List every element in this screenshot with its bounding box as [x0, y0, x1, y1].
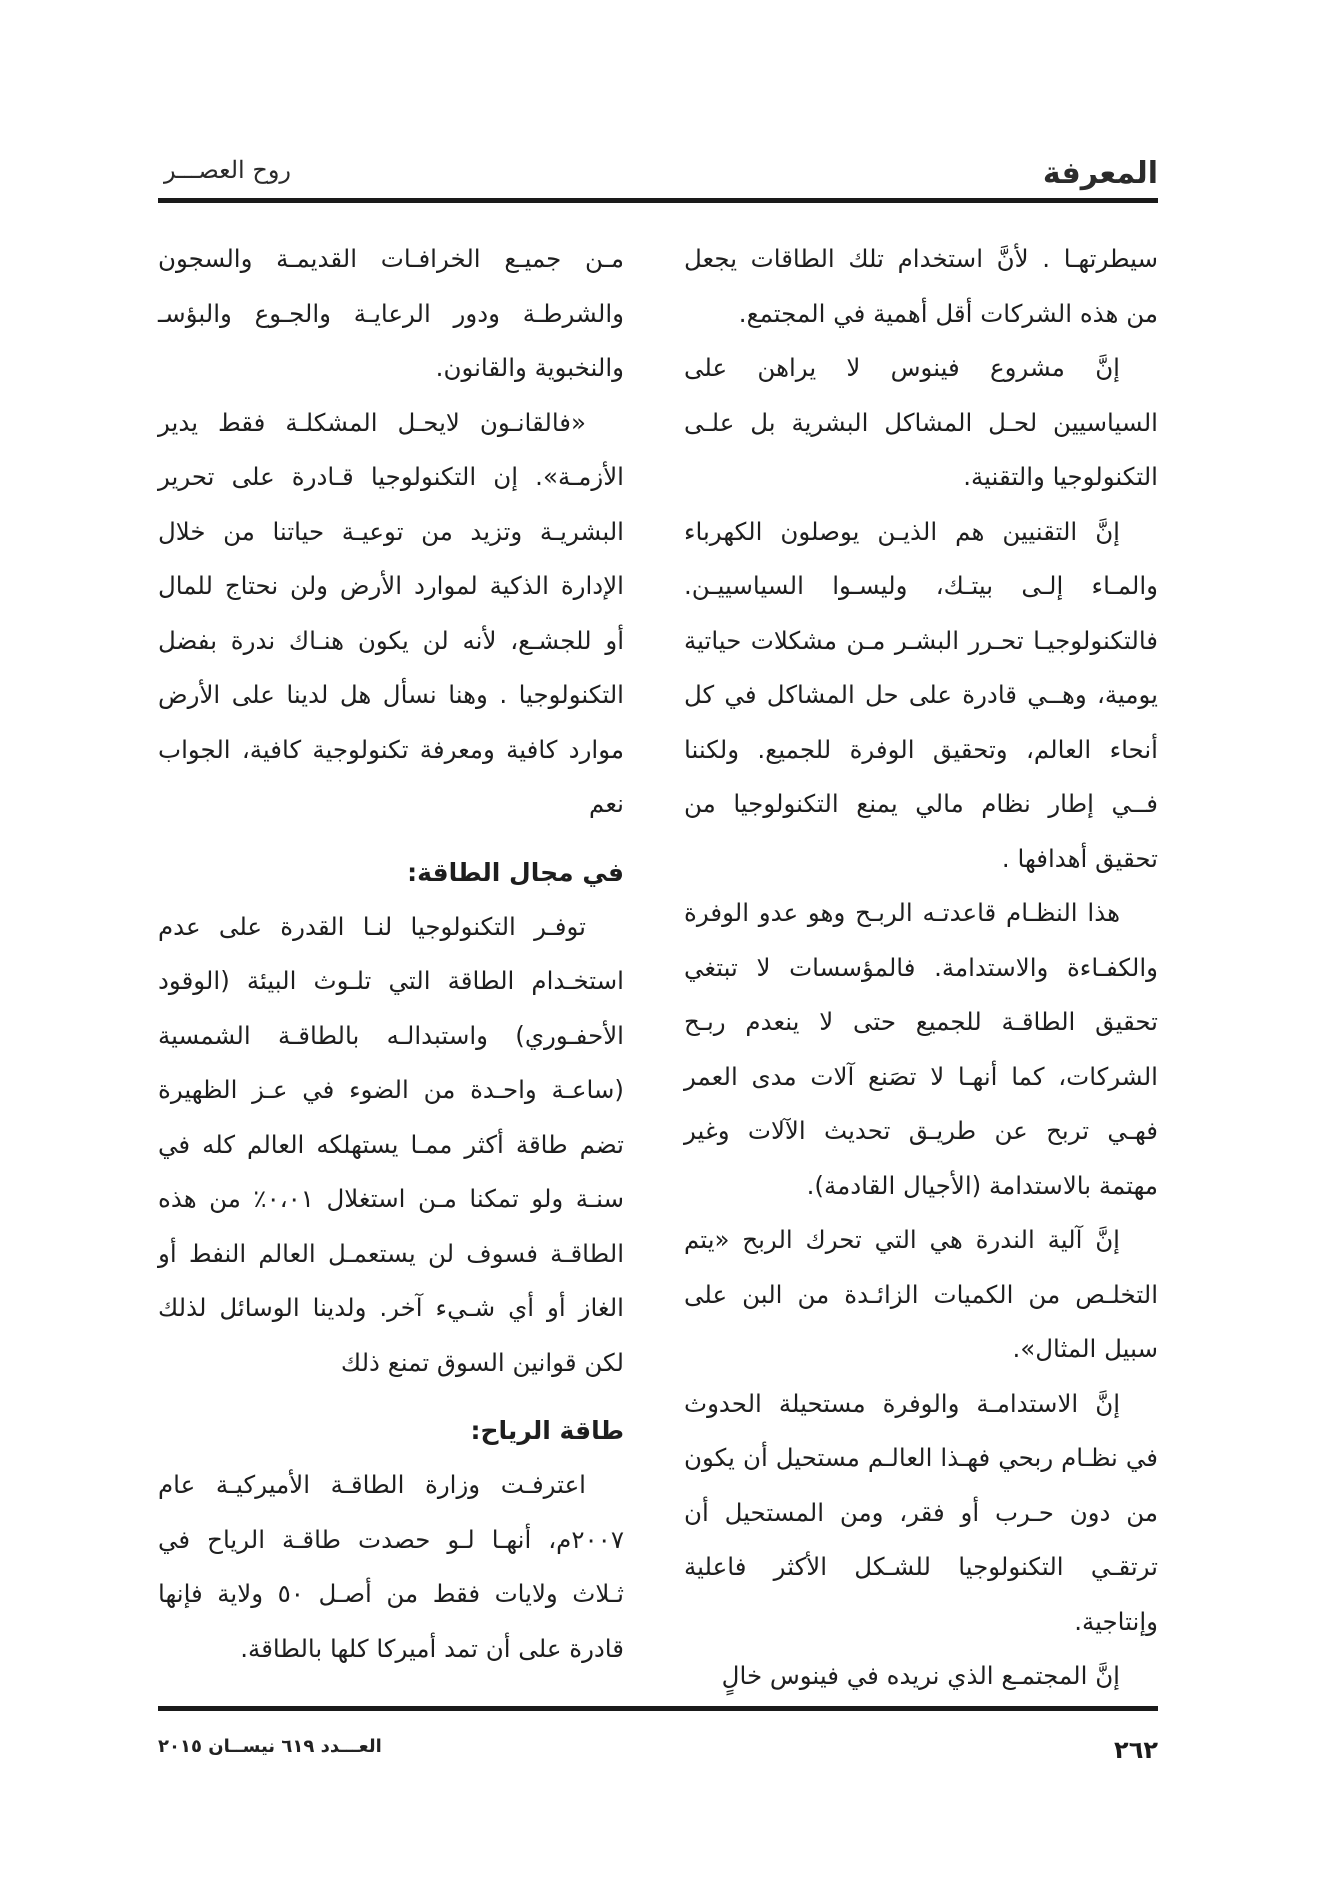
- paragraph: اعترفـت وزارة الطاقـة الأميركيـة عام ٢٠٠٧م، أنهـا لـو حصدت طاقـة الرياح في ثـلاث ولايات فقط من أصـل ٥٠ ولاية فإنها قادرة على أن تمد أميركا كلها بالطاقة.: [158, 1470, 624, 1663]
- paragraph: إنَّ الاستدامـة والوفرة مستحيلة الحدوث في نظـام ربحي فهـذا العالـم مستحيل أن يكون من دون حـرب أو فقر، ومن المستحيل أن ترتقـي التكنولوجيا للشـكل الأكثر فاعلية وإنتاجية.: [684, 1388, 1158, 1636]
- section-heading: في مجال الطاقة:: [407, 857, 624, 887]
- header-rule: [158, 198, 1158, 203]
- paragraph: إنَّ التقنيين هم الذيـن يوصلون الكهرباء والمـاء إلـى بيتـك، وليسـوا السياسييـن. فالتكنولوجيـا تحـرر البشـر مـن مشكلات حياتية يومية، وهــي قادرة على حل المشاكل في كل أنحاء العالم، وتحقيق الوفرة للجميع. ولكننا فــي إطار نظام مالي يمنع التكنولوجيا من تحقيق أهدافها .: [684, 516, 1158, 873]
- section-heading: طاقة الرياح:: [470, 1416, 624, 1445]
- paragraph: إنَّ آلية الندرة هي التي تحرك الربح «يتم التخلـص من الكميات الزائـدة من البن على سبيل المثال».: [684, 1225, 1158, 1363]
- paragraph: إنَّ مشروع فينوس لا يراهن على السياسيين لحـل المشاكل البشرية بل علـى التكنولوجيا والتقنية.: [684, 353, 1158, 491]
- left-column: [158, 232, 624, 1676]
- paragraph: سيطرتهـا . لأنَّ استخدام تلك الطاقات يجعل من هذه الشركات أقل أهمية في المجتمع.: [684, 244, 1158, 328]
- footer-rule: [158, 1706, 1158, 1711]
- page-header: [158, 150, 1158, 196]
- issue-info: العـــدد ٦١٩ نيســان ٢٠١٥: [158, 1736, 382, 1757]
- right-column: [684, 232, 1158, 1704]
- magazine-logo: المعرفة: [1042, 156, 1158, 191]
- paragraph: مـن جميـع الخرافـات القديمـة والسجون والشرطـة ودور الرعايـة والجـوع والبؤسـ والنخبوية والقانون.: [158, 244, 624, 382]
- section-title: روح العصـــر: [164, 156, 292, 184]
- paragraph: إنَّ المجتمـع الذي نريده في فينوس خالٍ: [721, 1661, 1120, 1690]
- page-footer: [158, 1736, 1158, 1776]
- paragraph: «فالقانـون لايحـل المشكلـة فقط يدير الأزمـة». إن التكنولوجيا قـادرة على تحرير البشريـة وتزيد من توعيـة حياتنا من خلال الإدارة الذكية لموارد الأرض ولن نحتاج للمال أو للجشـع، لأنه لن يكون هنـاك ندرة بفضل التكنولوجيا . وهنا نسأل هل لدينا على الأرض موارد كافية ومعرفة تكنولوجية كافية، الجواب نعم: [158, 407, 624, 818]
- paragraph: هذا النظـام قاعدتـه الربـح وهو عدو الوفرة والكفـاءة والاستدامة. فالمؤسسات لا تبتغي تحقيق الطاقـة للجميع حتى لا ينعدم ربـح الشركات، كما أنهـا لا تصَنع آلات مدى العمر فهـي تربح عن طريـق تحديث الآلات وغير مهتمة بالاستدامة (الأجيال القادمة).: [684, 898, 1158, 1200]
- page-number: ٢٦٢: [1114, 1736, 1158, 1764]
- paragraph: توفـر التكنولوجيا لنـا القدرة على عدم استخـدام الطاقة التي تلـوث البيئة (الوقود الأحفـوري) واستبدالـه بالطاقـة الشمسية (ساعـة واحـدة من الضوء في عـز الظهيرة تضم طاقة أكثر ممـا يستهلكه العالم كله في سنـة ولو تمكنا مـن استغلال ٠،٠١٪ من هذه الطاقـة فسوف لن يستعمـل العالم النفط أو الغاز أو أي شـيء آخر. ولدينا الوسائل لذلك لكن قوانين السوق تمنع ذلك: [158, 911, 625, 1377]
